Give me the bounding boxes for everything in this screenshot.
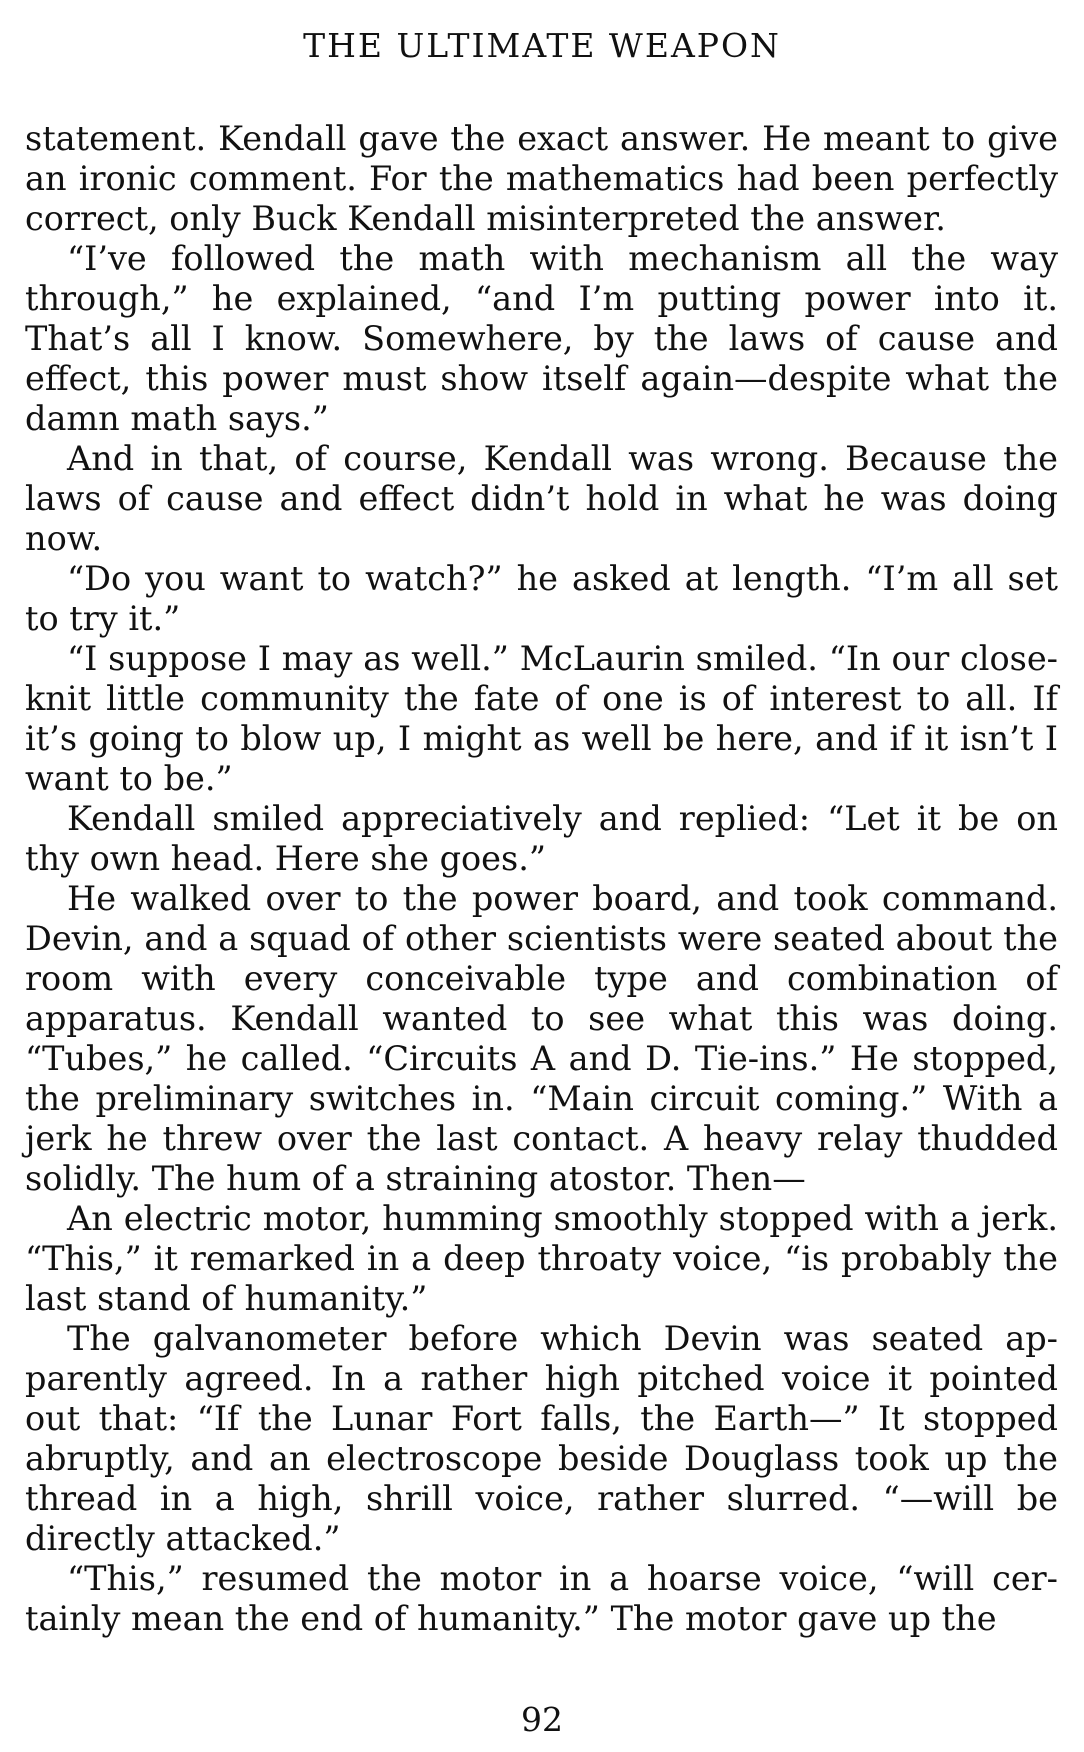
paragraph: Kendall smiled appreciatively and replied: “Let it be on thy own head. Here she goes.” bbox=[25, 799, 1058, 878]
paragraph: An electric motor, humming smoothly stopped with a jerk. “This,” it remarked in a deep throaty voice, “is probably the last stand of humanity.” bbox=[25, 1199, 1058, 1318]
paragraph: “This,” resumed the motor in a hoarse voice, “will certainly mean the end of humanity.” The motor gave up the bbox=[25, 1559, 1058, 1638]
body-text bbox=[25, 119, 1058, 1639]
page-number: 92 bbox=[521, 1700, 563, 1739]
paragraph: And in that, of course, Kendall was wrong. Because the laws of cause and effect didn’t hold in what he was doing now. bbox=[25, 439, 1058, 558]
paragraph: “Do you want to watch?” he asked at length. “I’m all set to try it.” bbox=[25, 559, 1058, 638]
paragraph: “I’ve followed the math with mechanism all the way through,” he explained, “and I’m putting power into it. That’s all I know. Somewhere, by the laws of cause and effect, this power must show itself again—despite what the damn math says.” bbox=[25, 239, 1058, 438]
paragraph: The galvanometer before which Devin was seated apparently agreed. In a rather high pitched voice it pointed out that: “If the Lunar Fort falls, the Earth—” It stopped abruptly, and an electroscope beside Douglass took up the thread in a high, shrill voice, rather slurred. “—will be directly attacked.” bbox=[25, 1319, 1058, 1558]
paragraph: “I suppose I may as well.” McLaurin smiled. “In our closeknit little community the fate of one is of interest to all. If it’s going to blow up, I might as well be here, and if it isn’t I want to be.” bbox=[25, 639, 1058, 798]
running-head: THE ULTIMATE WEAPON bbox=[303, 26, 781, 65]
paragraph: He walked over to the power board, and took command. Devin, and a squad of other scientists were seated about the room with every conceivable type and combination of apparatus. Kendall wanted to see what this was doing. “Tubes,” he called. “Circuits A and D. Tie-ins.” He stopped, the preliminary switches in. “Main circuit coming.” With a jerk he threw over the last contact. A heavy relay thudded solidly. The hum of a straining atostor. Then— bbox=[25, 879, 1058, 1198]
paragraph: statement. Kendall gave the exact answer. He meant to give an ironic comment. For the mathematics had been perfectly correct, only Buck Kendall misinterpreted the answer. bbox=[25, 119, 1058, 238]
